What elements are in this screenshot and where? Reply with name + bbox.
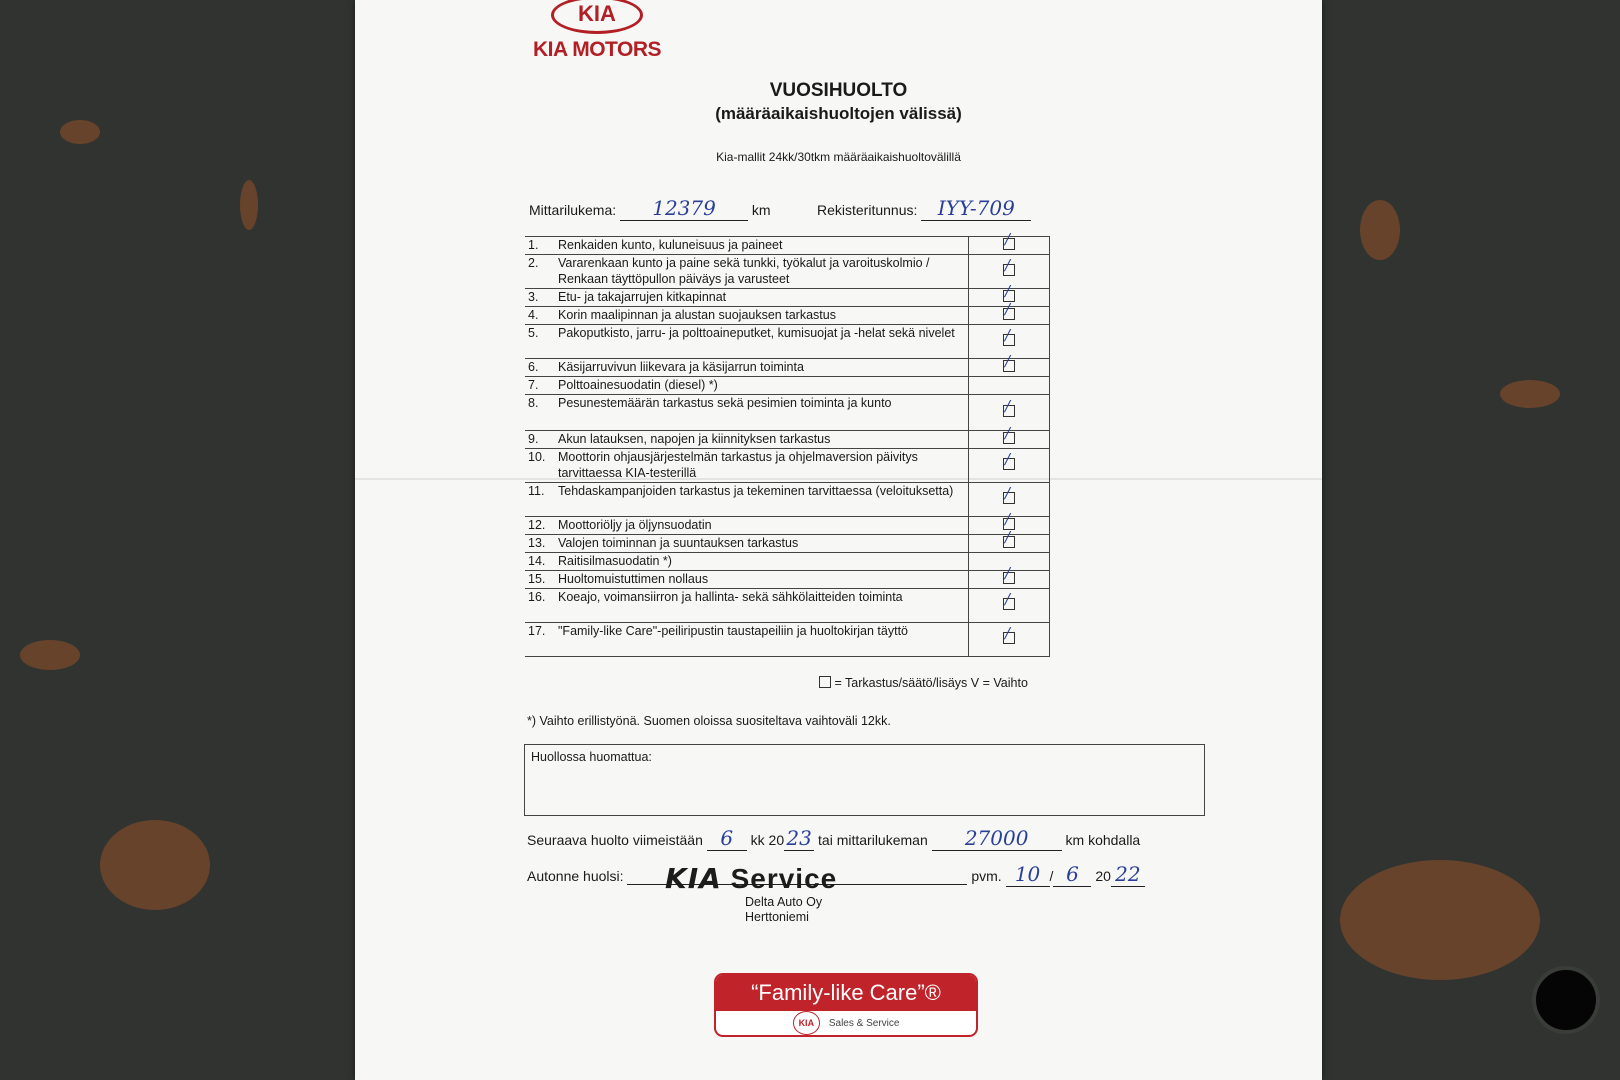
checklist-row — [525, 589, 1050, 623]
checklist-item-checkbox-cell — [969, 229, 1050, 255]
next-service-month: 6 — [707, 826, 747, 851]
service-stamp — [665, 862, 925, 925]
checklist-item-number: 3. — [525, 289, 554, 307]
rust-spot — [100, 820, 210, 910]
checklist-row — [525, 571, 1050, 589]
checklist-item-number: 15. — [525, 571, 554, 589]
next-service-row — [527, 826, 1140, 851]
handwritten-check-icon: / — [1005, 623, 1011, 642]
checklist-row — [525, 483, 1050, 517]
checklist-row — [525, 517, 1050, 535]
handwritten-check-icon: / — [1005, 509, 1011, 528]
odometer-value: 12379 — [620, 196, 748, 221]
rust-spot — [20, 640, 80, 670]
handwritten-check-icon: / — [1005, 325, 1011, 344]
handwritten-check-icon: / — [1005, 229, 1011, 248]
checklist-row — [525, 431, 1050, 449]
service-form-sheet — [355, 0, 1322, 1080]
checklist-row — [525, 307, 1050, 325]
checklist-item-text: Käsijarruvivun liikevara ja käsijarrun toiminta — [554, 359, 969, 377]
rust-spot — [1500, 380, 1560, 408]
checklist-item-text: Raitisilmasuodatin *) — [554, 553, 969, 571]
checklist-row — [525, 535, 1050, 553]
form-title: VUOSIHUOLTO — [769, 80, 908, 101]
next-service-middle: tai mittarilukeman — [818, 832, 928, 848]
date-label: pvm. — [971, 868, 1002, 884]
checklist-item-number: 13. — [525, 535, 554, 553]
checklist-row — [525, 359, 1050, 377]
checklist-item-text: Huoltomuistuttimen nollaus — [554, 571, 969, 589]
checkbox-icon — [1003, 396, 1015, 417]
handwritten-check-icon: / — [1005, 255, 1011, 274]
handwritten-check-icon: / — [1005, 563, 1011, 582]
checklist-item-checkbox-cell — [969, 299, 1050, 325]
checklist-item-number: 11. — [525, 483, 554, 517]
handwritten-check-icon: / — [1005, 423, 1011, 442]
footnote: *) Vaihto erillistyönä. Suomen oloissa suositeltava vaihtoväli 12kk. — [527, 714, 891, 728]
checklist-item-text: Valojen toiminnan ja suuntauksen tarkastus — [554, 535, 969, 553]
rust-spot — [240, 180, 258, 230]
checklist-item-text: Polttoainesuodatin (diesel) *) — [554, 377, 969, 395]
checklist-row — [525, 377, 1050, 395]
checklist-item-number: 9. — [525, 431, 554, 449]
service-checklist-table — [525, 229, 1050, 657]
checklist-item-number: 2. — [525, 255, 554, 289]
checklist-item-checkbox-cell — [969, 623, 1050, 657]
badge-kia-logo: KIA — [793, 1011, 821, 1035]
checklist-item-number: 5. — [525, 325, 554, 359]
checkbox-icon — [1003, 351, 1015, 372]
checkbox-icon — [1003, 423, 1015, 444]
checkbox-icon — [1003, 527, 1015, 548]
stamp-kia-mark: KIA — [665, 862, 722, 895]
odometer-unit: km — [751, 202, 771, 218]
handwritten-check-icon: / — [1005, 281, 1011, 300]
checklist-item-text: Moottoriöljy ja öljynsuodatin — [554, 517, 969, 535]
checklist-item-number: 1. — [525, 237, 554, 255]
stamp-location: Herttoniemi — [745, 910, 809, 924]
checklist-item-number: 6. — [525, 359, 554, 377]
checklist-item-number: 4. — [525, 307, 554, 325]
serviced-by-label: Autonne huolsi: — [527, 868, 624, 884]
next-service-suffix: km kohdalla — [1065, 832, 1141, 848]
handwritten-check-icon: / — [1005, 351, 1011, 370]
checklist-item-text: "Family-like Care"-peiliripustin taustapeiliin ja huoltokirjan täyttö — [554, 623, 969, 657]
checklist-item-text: Koeajo, voimansiirron ja hallinta- sekä sähkölaitteiden toiminta — [554, 589, 969, 623]
checkbox-icon — [1003, 255, 1015, 276]
checklist-item-text: Etu- ja takajarrujen kitkapinnat — [554, 289, 969, 307]
checklist-item-checkbox-cell — [969, 527, 1050, 553]
checkbox-icon — [1003, 229, 1015, 250]
registration-row — [817, 196, 1031, 221]
badge-tagline: Sales & Service — [828, 1018, 900, 1029]
handwritten-check-icon: / — [1005, 396, 1011, 415]
rust-spot — [1360, 200, 1400, 260]
handwritten-check-icon: / — [1005, 299, 1011, 318]
checklist-item-checkbox-cell — [969, 563, 1050, 589]
odometer-label: Mittarilukema: — [529, 202, 617, 218]
checklist-item-text: Korin maalipinnan ja alustan suojauksen tarkastus — [554, 307, 969, 325]
checklist-item-text: Akun latauksen, napojen ja kiinnityksen tarkastus — [554, 431, 969, 449]
odometer-row — [529, 196, 771, 221]
next-service-year: 23 — [784, 826, 814, 851]
kia-motors-wordmark: KIA MOTORS — [532, 38, 661, 61]
checkbox-icon — [1003, 623, 1015, 644]
kia-oval-logo: KIA — [551, 0, 643, 34]
date-year: 22 — [1111, 862, 1145, 887]
checklist-item-checkbox-cell — [969, 377, 1050, 395]
checklist-row — [525, 255, 1050, 289]
handwritten-check-icon: / — [1005, 527, 1011, 546]
background-left — [0, 0, 355, 1080]
checklist-row — [525, 623, 1050, 657]
remarks-label: Huollossa huomattua: — [531, 750, 652, 764]
legend — [819, 676, 1028, 690]
checkbox-icon — [1003, 563, 1015, 584]
stamp-service-word: Service — [730, 863, 838, 894]
rust-spot — [60, 120, 100, 144]
legend-v-meaning: V = Vaihto — [970, 676, 1028, 690]
checklist-item-number: 14. — [525, 553, 554, 571]
checklist-item-number: 16. — [525, 589, 554, 623]
checklist-item-text: Pesunestemäärän tarkastus sekä pesimien toiminta ja kunto — [554, 395, 969, 431]
checklist-item-number: 8. — [525, 395, 554, 431]
checklist-item-text: Pakoputkisto, jarru- ja polttoaineputket, kumisuojat ja -helat sekä nivelet — [554, 325, 969, 359]
date-year-prefix: 20 — [1095, 868, 1111, 884]
serviced-by-row: Autonne huolsi: pvm. 10 / 6 20 22 — [527, 862, 1145, 887]
checklist-item-number: 10. — [525, 449, 554, 483]
next-service-km: 27000 — [932, 826, 1062, 851]
checklist-item-text: Vararenkaan kunto ja paine sekä tunkki, työkalut ja varoituskolmio / Renkaan täyttöpullon päiväys ja varusteet — [554, 255, 969, 289]
checkbox-icon — [1003, 483, 1015, 504]
legend-box-meaning: = Tarkastus/säätö/lisäys — [834, 676, 968, 690]
next-service-kk-label: kk 20 — [750, 832, 785, 848]
checklist-row — [525, 325, 1050, 359]
kia-motors-logo — [527, 0, 667, 62]
handwritten-check-icon: / — [1005, 589, 1011, 608]
handwritten-check-icon: / — [1005, 449, 1011, 468]
checklist-item-text: Moottorin ohjausjärjestelmän tarkastus ja ohjelmaversion päivitys tarvittaessa KIA-testerillä — [554, 449, 969, 483]
remarks-box — [524, 744, 1205, 816]
stamp-title — [665, 862, 925, 895]
checkbox-legend-icon — [819, 676, 831, 688]
family-like-care-badge — [714, 973, 978, 1037]
form-note: Kia-mallit 24kk/30tkm määräaikaishuoltovälillä — [716, 150, 961, 164]
date-day: 10 — [1006, 862, 1050, 887]
stamp-company: Delta Auto Oy — [745, 895, 823, 909]
checklist-row — [525, 289, 1050, 307]
checklist-row — [525, 449, 1050, 483]
rust-spot — [1340, 860, 1540, 980]
form-subtitle: (määräaikaishuoltojen välissä) — [715, 104, 962, 123]
checklist-item-text: Renkaiden kunto, kuluneisuus ja paineet — [554, 237, 969, 255]
badge-title: “Family-like Care”® — [716, 975, 976, 1011]
checklist-item-checkbox-cell — [969, 589, 1050, 623]
checklist-item-number: 12. — [525, 517, 554, 535]
checklist-item-checkbox-cell — [969, 449, 1050, 483]
checkbox-icon — [1003, 325, 1015, 346]
date-month: 6 — [1053, 862, 1091, 887]
checklist-item-number: 17. — [525, 623, 554, 657]
checklist-item-text: Tehdaskampanjoiden tarkastus ja tekeminen tarvittaessa (veloituksetta) — [554, 483, 969, 517]
checkbox-icon — [1003, 449, 1015, 470]
checkbox-icon — [1003, 589, 1015, 610]
checklist-row — [525, 237, 1050, 255]
bolt-hole — [1532, 966, 1600, 1034]
checklist-item-number: 7. — [525, 377, 554, 395]
registration-label: Rekisteritunnus: — [817, 202, 918, 218]
registration-value: IYY-709 — [921, 196, 1031, 221]
checklist-row — [525, 395, 1050, 431]
checklist-row — [525, 553, 1050, 571]
badge-footer — [716, 1011, 976, 1035]
checklist-item-checkbox-cell — [969, 423, 1050, 449]
checklist-item-checkbox-cell — [969, 351, 1050, 377]
next-service-prefix: Seuraava huolto viimeistään — [527, 832, 703, 848]
handwritten-check-icon: / — [1005, 483, 1011, 502]
checkbox-icon — [1003, 299, 1015, 320]
